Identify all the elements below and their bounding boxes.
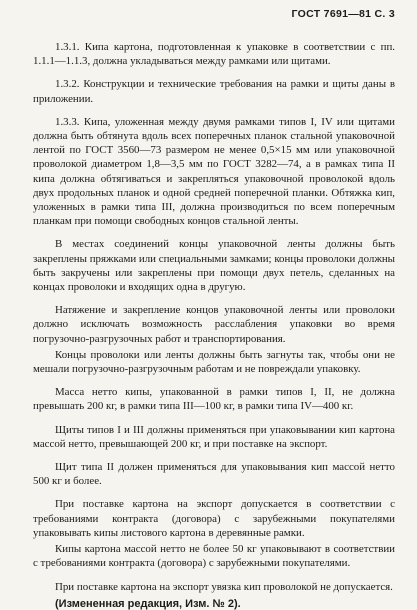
- paragraph-shield-2: Щит типа II должен применяться для упаковывания кип массой нетто 500 кг и более.: [33, 461, 395, 488]
- edition-note: (Измененная редакция, Изм. № 2).: [55, 597, 241, 610]
- document-body: [33, 40, 395, 610]
- paragraph-1-3-2: 1.3.2. Конструкции и технические требования на рамки и щиты даны в приложении.: [33, 78, 395, 105]
- paragraph-shields-1-3: Щиты типов I и III должны применяться при упаковывании кип картона массой нетто, превышающей 200 кг, и при поставке на экспорт.: [33, 423, 395, 450]
- page-header: ГОСТ 7691—81 С. 3: [291, 8, 395, 20]
- paragraph-mass: Масса нетто кипы, упакованной в рамки типов I, II, не должна превышать 200 кг, в рамки типа III—100 кг, в рамки типа IV—400 кг.: [33, 386, 395, 413]
- paragraph-ends: Концы проволоки или ленты должны быть загнуты так, чтобы они не мешали погрузочно-разгрузочным работам и не повреждали упаковку.: [33, 348, 395, 376]
- paragraph-1-3-1: 1.3.1. Кипа картона, подготовленная к упаковке в соответствии с пп. 1.1.1—1.1.3, должна укладываться между рамками или щитами.: [33, 41, 395, 68]
- paragraph-export-mass: Кипы картона массой нетто не более 50 кг упаковывают в соответствии с требованиями контракта (договора) с зарубежными покупателями.: [33, 543, 395, 570]
- paragraph-joints: В местах соединений концы упаковочной ленты должны быть закреплены пряжками или специальными замками; концы проволоки должны быть закручены или закреплены при помощи двух петель, сделанных на концах проволоки и входящих одна в другую.: [33, 238, 395, 294]
- paragraph-export: При поставке картона на экспорт допускается в соответствии с требованиями контракта (договора) с зарубежными покупателями упаковывать кипы листового картона в деревянные рамки.: [33, 498, 395, 539]
- paragraph-1-3-3: 1.3.3. Кипа, уложенная между двумя рамками типов I, IV или щитами должна быть обтянута вдоль всех поперечных планок стальной упаковочной лентой по ГОСТ 3560—73 размером не менее 0,5×15 мм или упаковочной проволокой диаметром 1,8—3,5 мм по ГОСТ 3282—74, а в рамках типа II кипа должна обтягиваться и закрепляться упаковочной проволокой вдоль двух продольных планок и одной средней поперечной планки. Обтяжка кип, уложенных в рамки типа III, должна производиться по всем поперечным планкам при помощи свободных концов стальной ленты.: [33, 115, 395, 228]
- paragraph-tension: Натяжение и закрепление концов упаковочной ленты или проволоки должно исключать возможность расслабления упаковки во время погрузочно-разгрузочных работ и транспортирования.: [33, 304, 395, 345]
- paragraph-export-wire: При поставке картона на экспорт увязка кип проволокой не допускается.: [55, 580, 393, 593]
